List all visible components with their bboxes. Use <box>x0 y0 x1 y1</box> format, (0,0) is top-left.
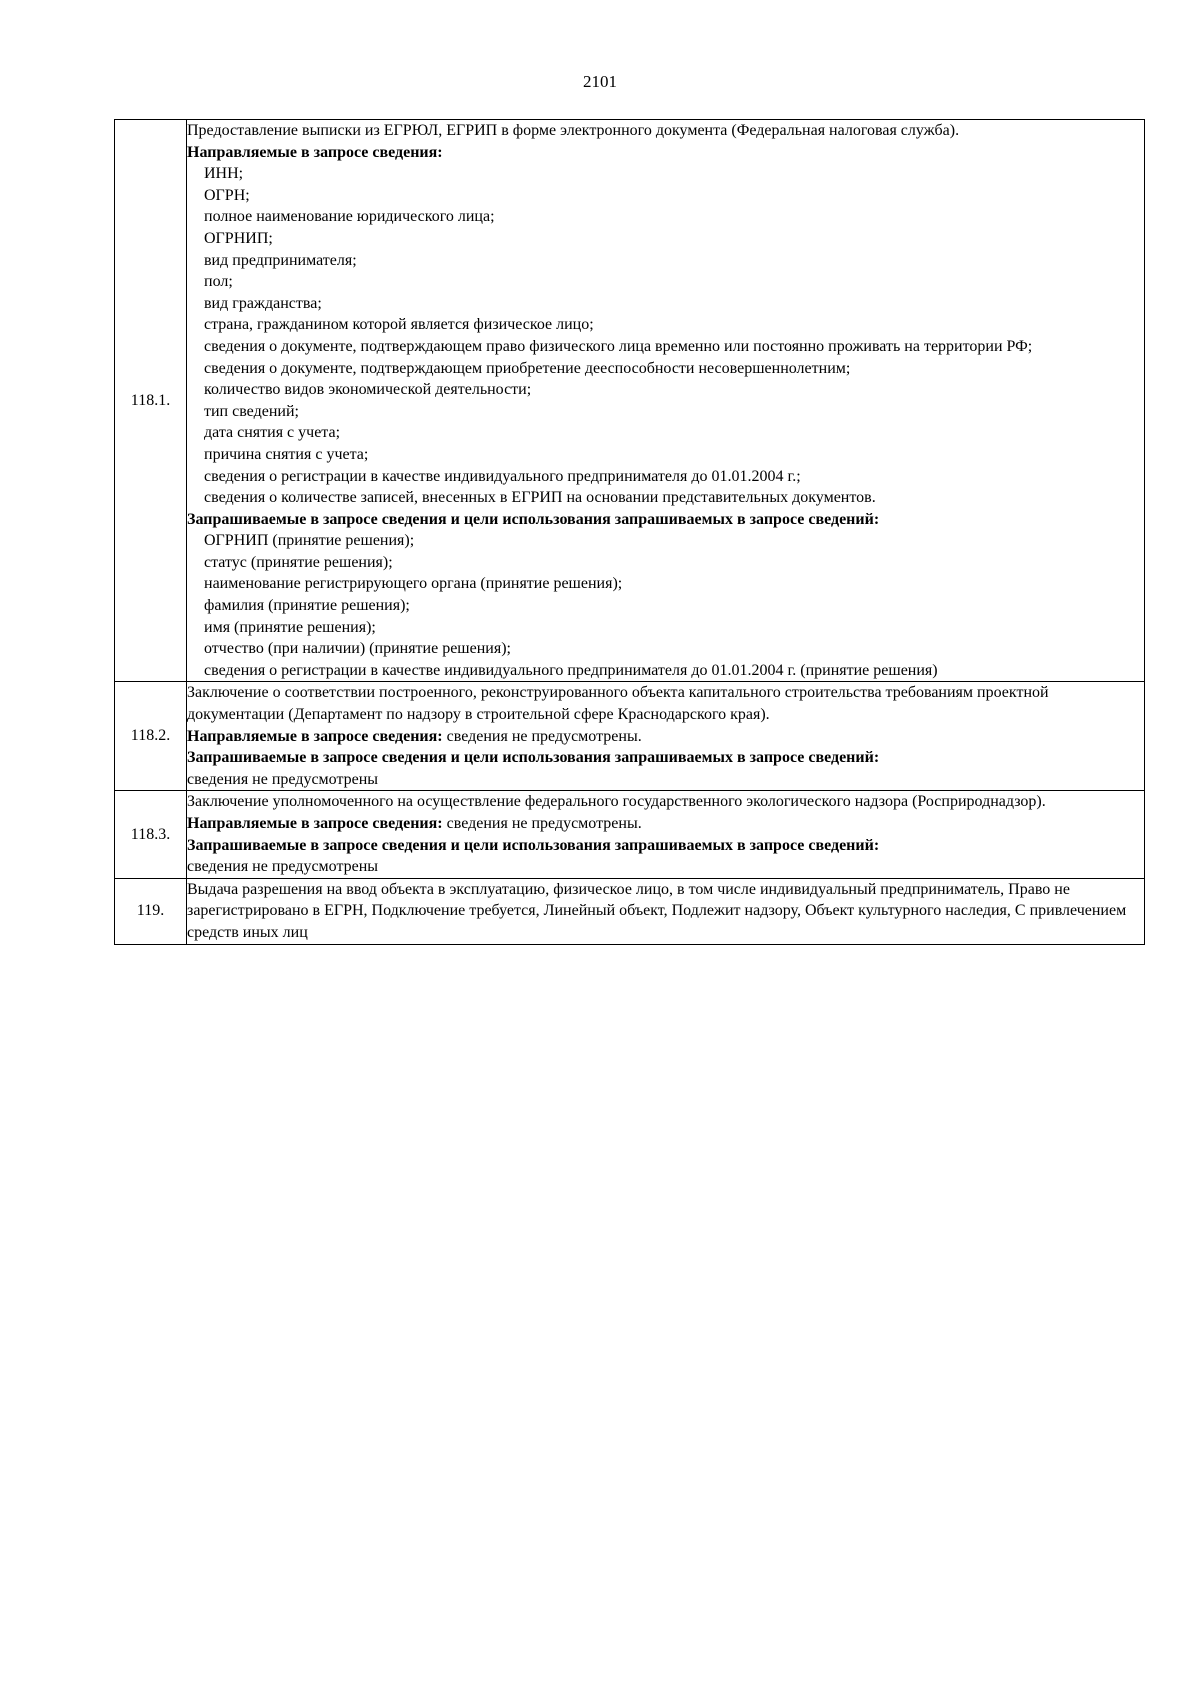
service-title: Выдача разрешения на ввод объекта в эксплуатацию, физическое лицо, в том числе индивидуальный предприниматель, Право не зарегистрировано в ЕГРН, Подключение требуется, Линейный объект, Подлежит надзору, Объект культурного наследия, С привлечением средств иных лиц <box>187 880 1127 941</box>
row-number: 119. <box>115 878 187 944</box>
service-title: Предоставление выписки из ЕГРЮЛ, ЕГРИП в форме электронного документа (Федеральная налоговая служба). <box>187 122 960 139</box>
row-number: 118.3. <box>115 791 187 878</box>
list-item: пол; <box>204 273 233 291</box>
requested-info-value: сведения не предусмотрены <box>187 858 379 876</box>
list-item: ОГРН; <box>204 186 250 204</box>
requested-info-label: Запрашиваемые в запросе сведения и цели использования запрашиваемых в запросе сведений: <box>187 836 880 854</box>
row-content <box>187 791 1145 878</box>
sent-info-label: Направляемые в запросе сведения: <box>187 727 443 745</box>
row-content <box>187 120 1145 682</box>
list-item: ОГРНИП (принятие решения); <box>204 532 415 550</box>
table-row <box>115 682 1145 791</box>
list-item: фамилия (принятие решения); <box>204 597 410 615</box>
sent-info-label: Направляемые в запросе сведения: <box>187 815 443 832</box>
list-item: ОГРНИП; <box>204 229 273 247</box>
table-row <box>115 878 1145 944</box>
list-item: отчество (при наличии) (принятие решения); <box>204 640 511 658</box>
row-content <box>187 682 1145 791</box>
list-item: причина снятия с учета; <box>204 445 369 463</box>
sent-info-label: Направляемые в запросе сведения: <box>187 143 443 161</box>
list-item: сведения о регистрации в качестве индивидуального предпринимателя до 01.01.2004 г.; <box>204 467 801 485</box>
list-item: дата снятия с учета; <box>204 424 341 442</box>
list-item: наименование регистрирующего органа (принятие решения); <box>204 575 623 593</box>
list-item: вид гражданства; <box>204 294 322 312</box>
list-item: тип сведений; <box>204 402 299 420</box>
list-item: имя (принятие решения); <box>204 618 376 636</box>
list-item: вид предпринимателя; <box>204 251 357 269</box>
sent-info-value: сведения не предусмотрены. <box>442 727 642 745</box>
service-title: Заключение уполномоченного на осуществление федерального государственного экологического надзора (Росприроднадзор). <box>187 793 1046 811</box>
list-item: полное наименование юридического лица; <box>204 208 495 226</box>
list-item: сведения о документе, подтверждающем приобретение дееспособности несовершеннолетним; <box>204 359 851 377</box>
list-item: страна, гражданином которой является физическое лицо; <box>204 316 594 334</box>
row-number: 118.2. <box>115 682 187 791</box>
list-item: ИНН; <box>204 165 244 183</box>
page-number: 2101 <box>583 72 617 91</box>
table-row <box>115 120 1145 682</box>
list-item: статус (принятие решения); <box>204 553 393 571</box>
sent-info-line <box>187 813 1144 835</box>
list-item: сведения о документе, подтверждающем право физического лица временно или постоянно проживать на территории РФ; <box>204 337 1033 355</box>
sent-info-value: сведения не предусмотрены. <box>442 815 642 832</box>
requested-info-label: Запрашиваемые в запросе сведения и цели использования запрашиваемых в запросе сведений: <box>187 749 880 767</box>
table-row <box>115 791 1145 878</box>
row-number: 118.1. <box>115 120 187 682</box>
sent-info-line <box>187 726 1144 748</box>
services-table <box>114 119 1145 945</box>
list-item: сведения о регистрации в качестве индивидуального предпринимателя до 01.01.2004 г. (принятие решения) <box>204 661 938 679</box>
row-content <box>187 878 1145 944</box>
requested-info-label: Запрашиваемые в запросе сведения и цели использования запрашиваемых в запросе сведений: <box>187 510 880 528</box>
list-item: количество видов экономической деятельности; <box>204 381 532 399</box>
service-title: Заключение о соответствии построенного, реконструированного объекта капитального строительства требованиям проектной документации (Департамент по надзору в строительной сфере Краснодарского края). <box>187 684 1049 724</box>
requested-info-value: сведения не предусмотрены <box>187 770 379 788</box>
list-item: сведения о количестве записей, внесенных в ЕГРИП на основании представительных документов. <box>204 489 876 507</box>
